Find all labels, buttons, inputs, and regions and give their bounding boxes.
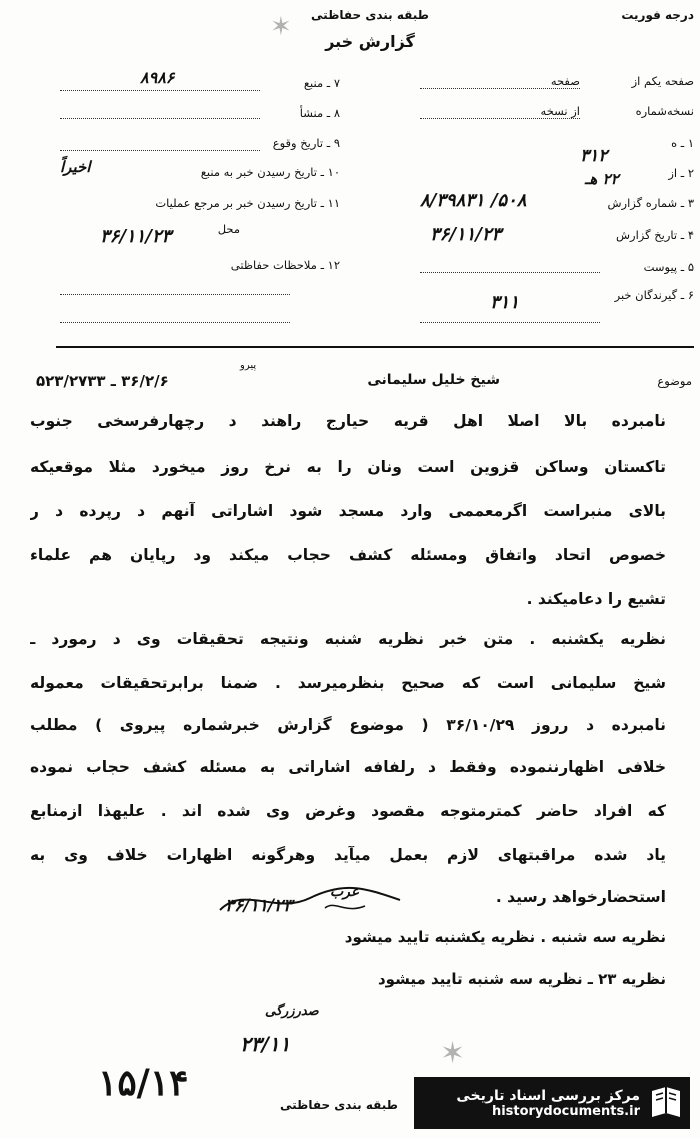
priority-label: درجه فوریت <box>621 8 694 22</box>
body-line: استحضارخواهد رسید . <box>495 888 666 906</box>
field-attachment-label: ۵ ـ پیوست <box>643 260 694 274</box>
archive-name: مرکز بررسی اسناد تاریخی <box>456 1087 640 1104</box>
body-line: نامبرده بالا اصلا اهل قریه حیارج راهند د رچهارفرسخی جنوب <box>30 412 666 430</box>
field-source-value: ۸۹۸۶ <box>140 68 175 87</box>
field-2-value: ۲۲ هـ <box>585 170 619 188</box>
field-page-value: صفحه <box>550 74 580 88</box>
attachment-dots <box>420 272 600 273</box>
body-line: یاد شده مراقبتهای لازم بعمل میآید وهرگونه اظهارات خلاف وی به <box>30 846 666 864</box>
book-icon <box>648 1083 684 1123</box>
recipients-dots <box>420 322 600 323</box>
field-report-number-value: ۸/۳۹۸۳۱ /۵۰۸ <box>420 190 527 211</box>
body-line: تاکستان وساکن قزوین است ونان را به نرخ روز میخورد مثلا موقعیکه <box>30 458 666 476</box>
field-origin-dots <box>60 118 260 119</box>
field-1-label: ۱ ـ ه <box>671 136 694 150</box>
opinion-line: نظریه سه شنبه . نظریه یکشنبه تایید میشود <box>344 928 666 946</box>
field-report-number-label: ۳ ـ شماره گزارش <box>607 196 694 210</box>
field-copy-label: نسخه‌شماره <box>635 104 694 118</box>
subject-label: موضوع <box>657 374 692 388</box>
bottom-stamp-mark: ✶ <box>440 1036 466 1071</box>
stamp-mark: ✶ <box>270 12 292 42</box>
field-event-date-dots <box>60 150 260 151</box>
notes-dots-1 <box>60 294 290 295</box>
subject-ref-number: ۳۶/۲/۶ ـ ۵۲۳/۲۷۳۳ <box>36 372 169 390</box>
field-place-value: ۳۶/۱۱/۲۳ <box>100 226 172 247</box>
field-1-value: ۳۱۲ <box>580 146 608 166</box>
classification-bottom: طبقه بندی حفاظتی <box>280 1098 398 1112</box>
field-report-date-label: ۴ ـ تاریخ گزارش <box>615 228 694 242</box>
field-source-label: ۷ ـ منبع <box>303 76 340 90</box>
handwritten-note: صدرزرگی <box>265 1004 319 1019</box>
notes-dots-2 <box>60 322 290 323</box>
copy-dots <box>420 118 580 119</box>
archive-logo <box>414 1077 690 1129</box>
body-line: بالای منبراست اگرمعممی وارد مسجد شود اشاراتی آنهم د رپرده د ر <box>30 502 666 520</box>
field-event-date-label: ۹ ـ تاریخ وقوع <box>272 136 340 150</box>
sign-date: ۳۶/۱۱/۲۳ <box>225 896 293 916</box>
bottom-stamp: ۲۳/۱۱ <box>240 1032 291 1056</box>
body-line: تشیع را دعامیکند . <box>526 590 666 608</box>
field-place-label: محل <box>217 222 240 236</box>
field-source-date-label: ۱۰ ـ تاریخ رسیدن خبر به منبع <box>200 165 340 179</box>
subject-value: شیخ خلیل سلیمانی <box>367 372 500 388</box>
field-recipients-label: ۶ ـ گیرندگان خبر <box>614 288 694 302</box>
page-dots <box>420 88 580 89</box>
field-2-label: ۲ ـ از <box>668 166 694 180</box>
field-origin-label: ۸ ـ منشأ <box>299 106 340 120</box>
report-title: گزارش خبر <box>325 32 415 51</box>
opinion-line: نظریه ۲۳ ـ نظریه سه شنبه تایید میشود <box>377 970 666 988</box>
body-line: شیخ سلیمانی است که صحیح بنظرمیرسد . ضمنا برابرتحقیقات معموله <box>30 674 666 692</box>
field-source-dots <box>60 90 260 91</box>
page-marker: ۱۵/۱۴ <box>98 1062 189 1104</box>
header-divider <box>56 346 694 348</box>
signer-name: عرب <box>330 884 360 900</box>
field-recipients-value: ۳۱۱ <box>490 292 520 313</box>
field-source-date-value: اخیراً <box>60 158 91 176</box>
body-line: که افراد حاضر کمترمتوجه مقصود وغرض وی شده اند . علیهذا ازمنابع <box>30 802 666 820</box>
field-report-date-value: ۳۶/۱۱/۲۳ <box>430 224 502 245</box>
archive-url: historydocuments.ir <box>491 1103 640 1119</box>
body-line: خلافی اظهارننموده وفقط د رلفافه اشاراتی به مسئله کشف حجاب نموده <box>30 758 666 776</box>
subject-ref-note: پیرو <box>240 360 257 371</box>
field-ops-date-label: ۱۱ ـ تاریخ رسیدن خبر بر مرجع عملیات <box>155 196 340 210</box>
body-line: خصوص اتحاد واتفاق ومسئله کشف حجاب میکند ود رپایان هم علماء <box>30 546 666 564</box>
classification-top: طبقه بندی حفاظتی <box>311 8 429 22</box>
body-line: نامبرده د رروز ۳۶/۱۰/۲۹ ( موضوع گزارش خبرشماره پیروی ) مطلب <box>30 716 666 734</box>
body-line: نظریه یکشنبه . متن خبر نظریه شنبه ونتیجه تحقیقات وی د رمورد ـ <box>30 630 666 648</box>
field-copy-value: از نسخه <box>540 104 580 118</box>
field-security-notes-label: ۱۲ ـ ملاحظات حفاظتی <box>230 258 340 272</box>
field-page-label: صفحه یکم از <box>631 74 694 88</box>
